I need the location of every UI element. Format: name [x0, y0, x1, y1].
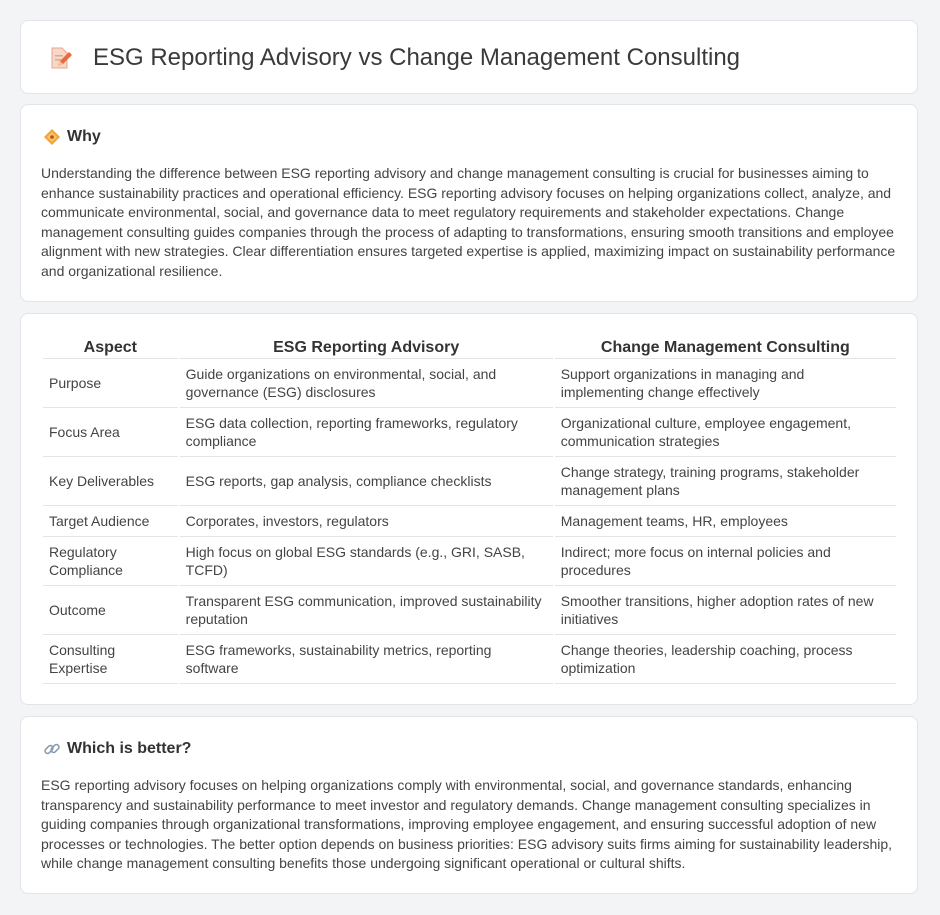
cell-esg: High focus on global ESG standards (e.g., GRI, SASB, TCFD): [180, 537, 553, 586]
header-card: [20, 20, 918, 94]
table-row: [43, 635, 896, 684]
cell-aspect: Consulting Expertise: [43, 635, 178, 684]
column-header-esg: ESG Reporting Advisory: [180, 336, 553, 359]
page-title: ESG Reporting Advisory vs Change Management Consulting: [93, 44, 741, 71]
link-icon: [43, 740, 61, 758]
document-pencil-icon: [47, 45, 73, 71]
which-is-better-section: [20, 716, 918, 894]
cell-aspect: Purpose: [43, 359, 178, 408]
cell-esg: ESG frameworks, sustainability metrics, reporting software: [180, 635, 553, 684]
cell-change: Indirect; more focus on internal policies and procedures: [555, 537, 896, 586]
comparison-section: [20, 313, 918, 705]
cell-esg: Transparent ESG communication, improved sustainability reputation: [180, 586, 553, 635]
cell-aspect: Regulatory Compliance: [43, 537, 178, 586]
cell-change: Change theories, leadership coaching, process optimization: [555, 635, 896, 684]
why-text: Understanding the difference between ESG reporting advisory and change management consulting is crucial for businesses aiming to enhance sustainability practices and operational efficiency. ESG reporting advisory focuses on helping organizations collect, analyze, and communicate environmental, social, and governance data to meet regulatory requirements and stakeholder expectations. Change management consulting guides companies through the process of adapting to transformations, ensuring smooth transitions and employee alignment with new strategies. Clear differentiation ensures targeted expertise is applied, maximizing impact on sustainability performance and organizational resilience.: [41, 165, 896, 279]
diamond-icon: [43, 128, 61, 146]
title-row: [47, 44, 740, 72]
cell-change: Support organizations in managing and implementing change effectively: [555, 359, 896, 408]
cell-change: Smoother transitions, higher adoption rates of new initiatives: [555, 586, 896, 635]
why-title: Why: [67, 128, 101, 145]
cell-esg: Guide organizations on environmental, social, and governance (ESG) disclosures: [180, 359, 553, 408]
cell-aspect: Focus Area: [43, 408, 178, 457]
comparison-table: [41, 336, 898, 684]
table-row: [43, 359, 896, 408]
better-heading: [43, 740, 191, 758]
table-row: [43, 457, 896, 506]
cell-esg: Corporates, investors, regulators: [180, 506, 553, 537]
table-row: [43, 537, 896, 586]
table-row: [43, 408, 896, 457]
why-heading: [43, 128, 101, 146]
cell-aspect: Key Deliverables: [43, 457, 178, 506]
column-header-aspect: Aspect: [43, 336, 178, 359]
table-header-row: [43, 336, 896, 359]
cell-esg: ESG data collection, reporting frameworks, regulatory compliance: [180, 408, 553, 457]
cell-aspect: Outcome: [43, 586, 178, 635]
cell-esg: ESG reports, gap analysis, compliance checklists: [180, 457, 553, 506]
better-text: ESG reporting advisory focuses on helping organizations comply with environmental, social, and governance standards, enhancing transparency and sustainability performance to meet investor and regulatory demands. Change management consulting specializes in guiding companies through organizational transformations, improving employee engagement, and ensuring successful adoption of new processes or technologies. The better option depends on business priorities: ESG advisory suits firms aiming for sustainability leadership, while change management consulting benefits those undergoing significant operational or cultural shifts.: [41, 777, 893, 872]
why-section: [20, 104, 918, 302]
table-row: [43, 506, 896, 537]
better-title: Which is better?: [67, 740, 192, 757]
cell-aspect: Target Audience: [43, 506, 178, 537]
table-row: [43, 586, 896, 635]
column-header-change: Change Management Consulting: [555, 336, 896, 359]
cell-change: Organizational culture, employee engagement, communication strategies: [555, 408, 896, 457]
cell-change: Change strategy, training programs, stakeholder management plans: [555, 457, 896, 506]
cell-change: Management teams, HR, employees: [555, 506, 896, 537]
